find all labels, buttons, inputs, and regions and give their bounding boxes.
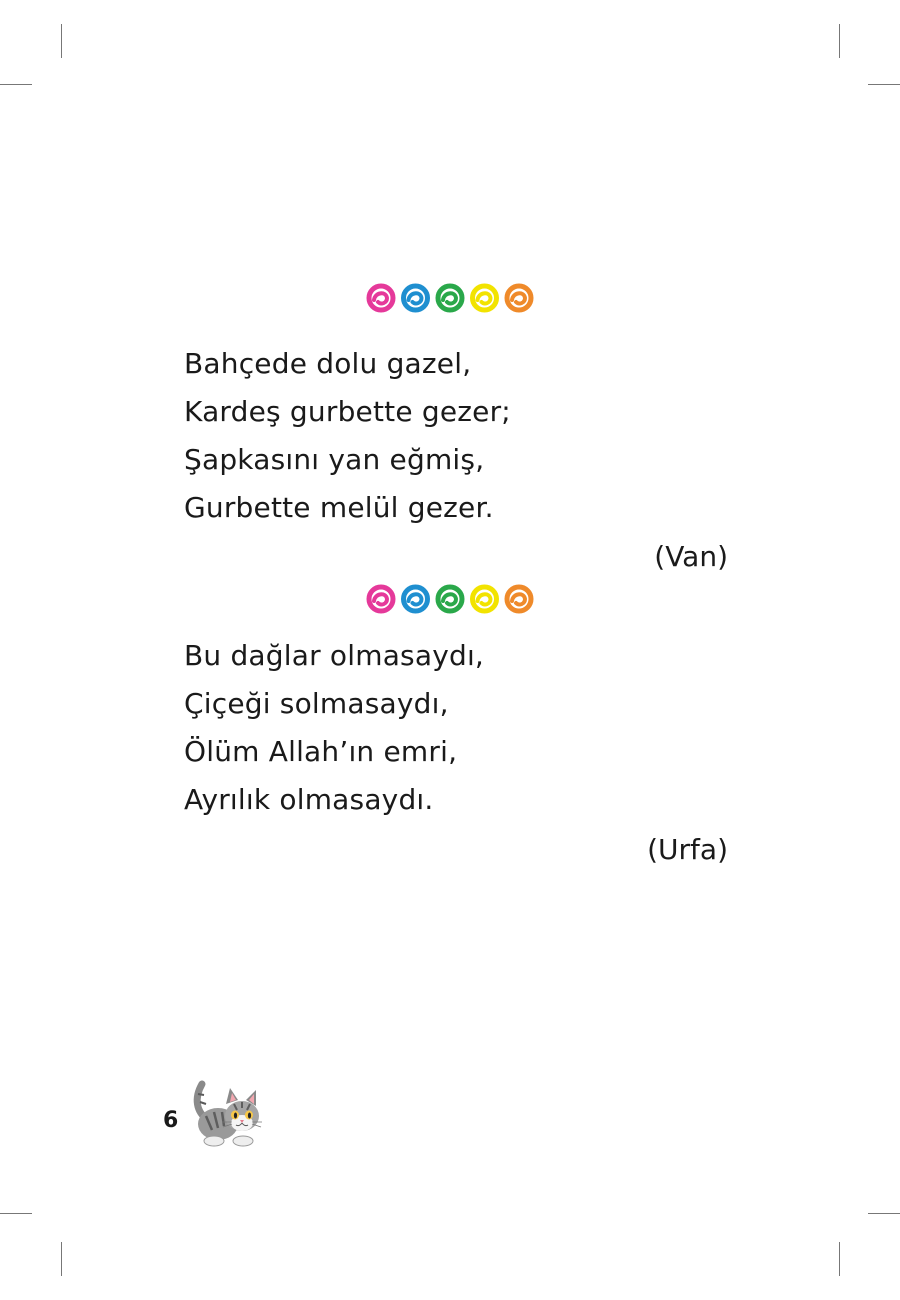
- swirl-icon: [438, 286, 462, 310]
- stanza: [184, 340, 511, 532]
- crop-mark: [61, 1242, 62, 1276]
- stanza: [184, 632, 484, 824]
- swirl-icon: [404, 286, 428, 310]
- page-number: 6: [163, 1108, 179, 1133]
- crop-mark: [839, 24, 840, 58]
- swirl-icon: [507, 587, 531, 611]
- poem-origin: (Urfa): [647, 833, 728, 866]
- crop-mark: [868, 84, 900, 85]
- crop-mark: [868, 1213, 900, 1214]
- poem-line: Ayrılık olmasaydı.: [184, 783, 434, 816]
- kitten-icon: [188, 1078, 266, 1150]
- poem-line: Şapkasını yan eğmiş,: [184, 443, 485, 476]
- poem-line: Bahçede dolu gazel,: [184, 347, 472, 380]
- crop-mark: [61, 24, 62, 58]
- swirl-icon: [473, 286, 497, 310]
- swirl-ornament: [364, 583, 536, 615]
- swirl-ornament: [364, 282, 536, 314]
- poem-origin: (Van): [654, 540, 728, 573]
- poem-line: Kardeş gurbette gezer;: [184, 395, 511, 428]
- swirl-icon: [369, 587, 393, 611]
- poem-line: Ölüm Allah’ın emri,: [184, 735, 458, 768]
- poem-line: Gurbette melül gezer.: [184, 491, 494, 524]
- crop-mark: [839, 1242, 840, 1276]
- swirl-icon: [473, 587, 497, 611]
- poem-line: Bu dağlar olmasaydı,: [184, 639, 485, 672]
- crop-mark: [0, 84, 32, 85]
- poem-line: Çiçeği solmasaydı,: [184, 687, 449, 720]
- swirl-icon: [438, 587, 462, 611]
- swirl-icon: [369, 286, 393, 310]
- swirl-icon: [507, 286, 531, 310]
- crop-mark: [0, 1213, 32, 1214]
- swirl-icon: [404, 587, 428, 611]
